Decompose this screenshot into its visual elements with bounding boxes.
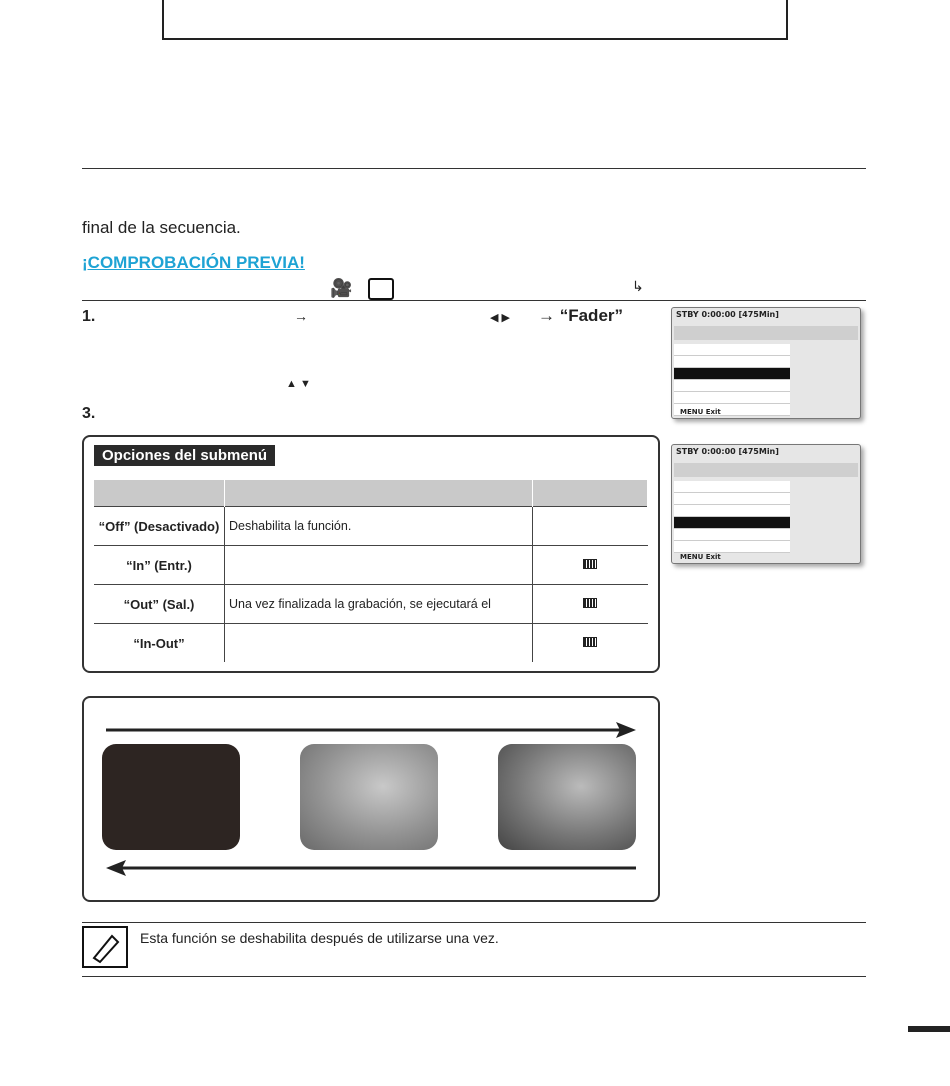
- lcd-tab-bar: [674, 463, 858, 477]
- fade-in-out-icon: [583, 637, 597, 647]
- note-text: Esta función se deshabilita después de utilizarse una vez.: [140, 930, 499, 946]
- check-heading: ¡COMPROBACIÓN PREVIA!: [82, 253, 305, 272]
- lcd-tab-bar: [674, 326, 858, 340]
- photo-camera-icon: [368, 278, 394, 300]
- note-icon: [82, 926, 128, 968]
- lcd-status: STBY: [676, 447, 699, 456]
- lcd-screen-2: [671, 444, 861, 564]
- table-row: “Off” (Desactivado) Deshabilita la función.: [94, 507, 648, 546]
- header-box: [162, 0, 788, 40]
- left-right-icon: ◀ ▶: [490, 312, 510, 324]
- lcd-exit: MENU Exit: [680, 408, 721, 416]
- fade-mid-frame: [300, 744, 438, 850]
- note-top-divider: [82, 922, 866, 923]
- movie-camera-icon: 🎥: [330, 278, 353, 298]
- lcd-time: 0:00:00: [701, 310, 736, 319]
- page-tab-marker: [908, 1026, 950, 1032]
- submenu-title: Opciones del submenú: [94, 445, 275, 466]
- fade-full-frame: [498, 744, 636, 850]
- section-divider: [82, 168, 866, 169]
- arrow-icon: →: [294, 308, 308, 324]
- lcd-time: 0:00:00: [701, 447, 736, 456]
- lcd-screen-1: [671, 307, 861, 419]
- up-down-icon: ▲ ▼: [286, 378, 311, 390]
- table-row: “Out” (Sal.) Una vez finalizada la grabación, se ejecutará el: [94, 585, 648, 624]
- step-3-number: 3.: [82, 405, 96, 422]
- lcd-menu: [674, 481, 790, 553]
- lcd-menu: [674, 344, 790, 416]
- fade-in-icon: [583, 559, 597, 569]
- submenu-table: [94, 480, 648, 662]
- fade-illustration: [82, 696, 660, 902]
- lcd-status: STBY: [676, 310, 699, 319]
- step-1-number: 1.: [82, 308, 96, 325]
- intro-text: final de la secuencia.: [82, 218, 241, 237]
- step-divider: [82, 300, 866, 301]
- lcd-remaining: [475Min]: [738, 310, 779, 319]
- fader-label: → “Fader”: [538, 306, 624, 325]
- fade-dark-frame: [102, 744, 240, 850]
- table-row: “In” (Entr.): [94, 546, 648, 585]
- fade-out-icon: [583, 598, 597, 608]
- lcd-remaining: [475Min]: [738, 447, 779, 456]
- note-bottom-divider: [82, 976, 866, 977]
- table-row: “In-Out”: [94, 624, 648, 663]
- lcd-exit: MENU Exit: [680, 553, 721, 561]
- return-arrow-icon: ↳: [632, 278, 644, 294]
